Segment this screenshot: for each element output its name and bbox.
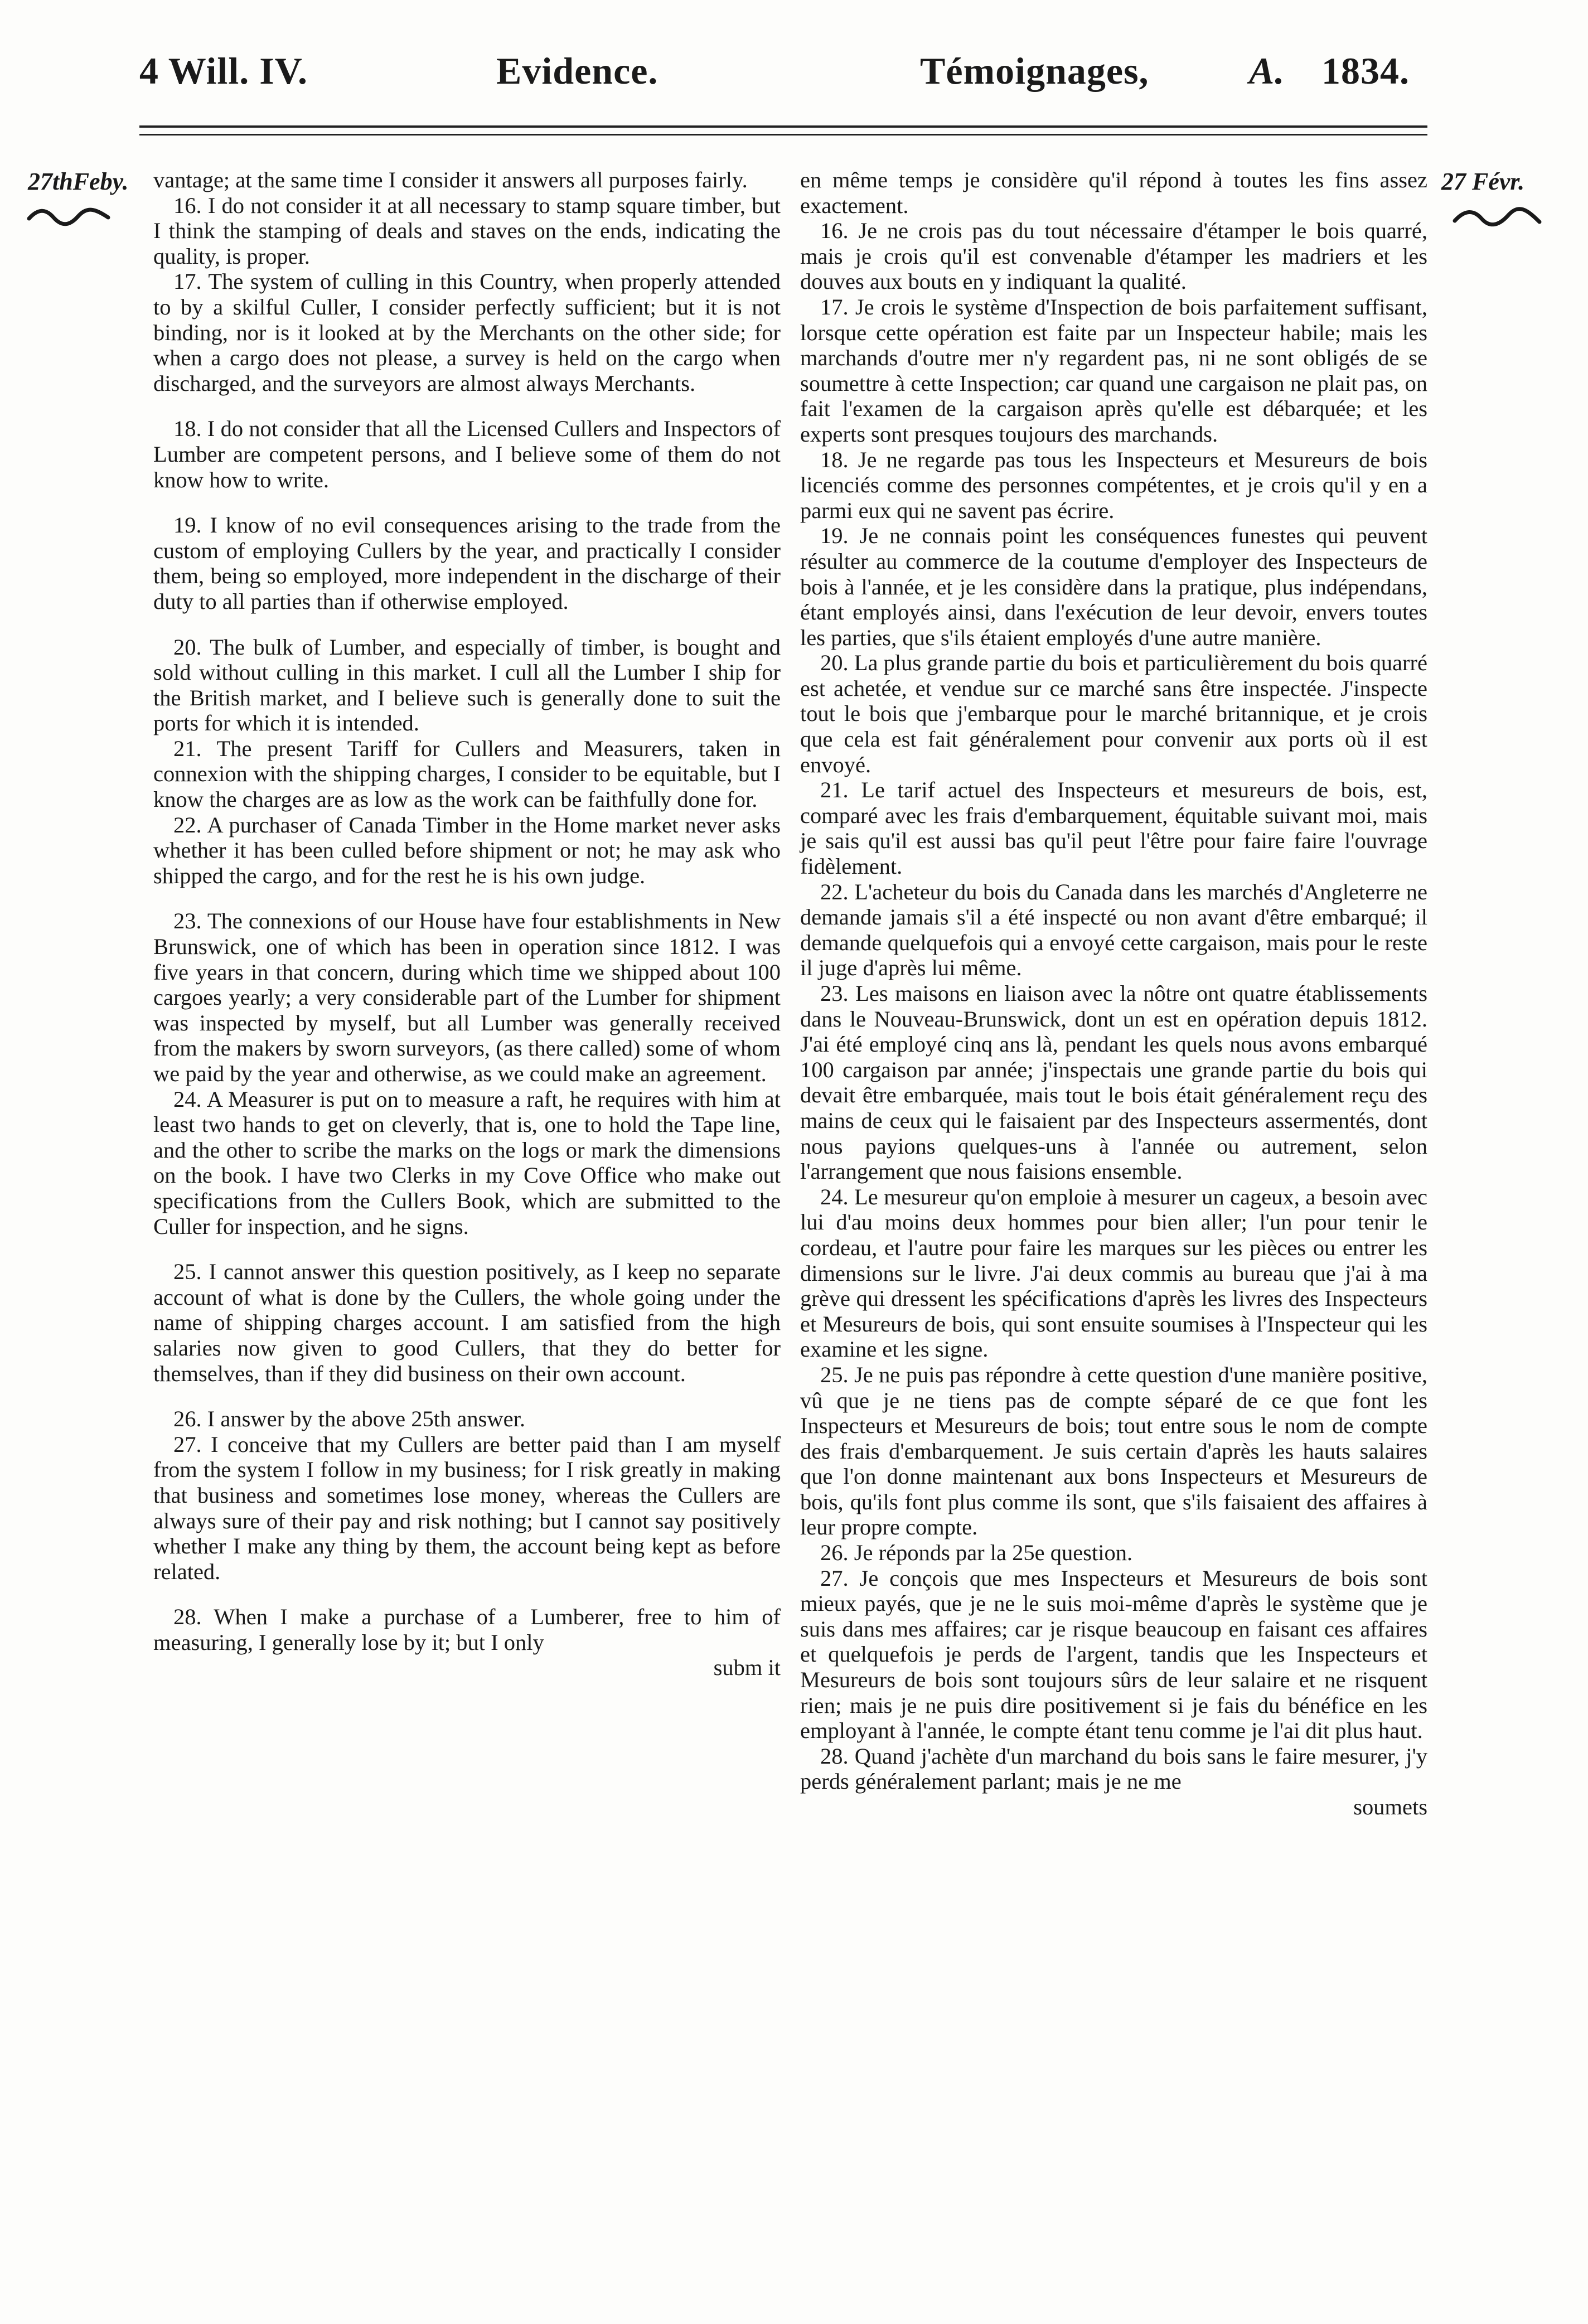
english-paragraph: 24. A Measurer is put on to measure a raft, he requires with him at least two hands to get on cleverly, that is, one to hold the Tape line, and the other to scribe the marks on the logs or mark the dimensions on the book. I have two Clerks in my Cove Office who make out specifications from the Cullers Book, which are submitted to the Culler for inspection, and he signs.: [153, 1086, 781, 1239]
header-year: 1834.: [1321, 50, 1410, 92]
french-paragraph: en même temps je considère qu'il répond à toutes les fins assez exactement.: [800, 167, 1427, 218]
margin-date-left: 27thFeby.: [28, 168, 129, 195]
english-paragraph: 19. I know of no evil consequences arising to the trade from the custom of employing Cullers by the year, and practically I consider them, being so employed, more independent in the discharge of their duty to all parties than if otherwise employed.: [153, 512, 781, 614]
english-paragraph: 22. A purchaser of Canada Timber in the Home market never asks whether it has been culled before shipment or not; he may ask who shipped the cargo, and for the rest he is his own judge.: [153, 812, 781, 888]
english-paragraph: 23. The connexions of our House have four establishments in New Brunswick, one of which has been in operation since 1812. I was five years in that concern, during which time we shipped about 100 cargoes yearly; a very considerable part of the Lumber for shipment was inspected by myself, but all Lumber was generally received from the makers by sworn surveyors, (as there called) some of whom we paid by the year and otherwise, as we could make an agreement.: [153, 908, 781, 1086]
english-paragraph: 17. The system of culling in this Country, when properly attended to by a skilful Culler, I consider perfectly sufficient; but it is not binding, nor is it looked at by the Merchants on the other side; for when a cargo does not please, a survey is held on the cargo when discharged, and the surveyors are almost always Merchants.: [153, 269, 781, 396]
french-paragraph: 18. Je ne regarde pas tous les Inspecteurs et Mesureurs de bois licenciés comme des personnes compétentes, et je crois qu'il y en a parmi eux qui ne savent pas écrire.: [800, 447, 1427, 523]
english-paragraph: vantage; at the same time I consider it answers all purposes fairly.: [153, 167, 748, 192]
header-regnal-year: 4 Will. IV.: [139, 50, 308, 92]
french-column: [800, 167, 1427, 1820]
english-catchword: subm it: [713, 1655, 781, 1681]
french-paragraph: 26. Je réponds par la 25e question.: [820, 1540, 1133, 1566]
english-paragraph: 25. I cannot answer this question positively, as I keep no separate account of what is done by the Cullers, the whole going under the name of shipping charges account. I am satisfied from the high salaries now given to good Cullers, that they do better for themselves, than if they did business on their own account.: [153, 1259, 781, 1386]
french-paragraph: 27. Je conçois que mes Inspecteurs et Mesureurs de bois sont mieux payés, que je ne le suis moi-même d'après le système que je suis dans mes affaires; car je risque beaucoup en faisant ces affaires et quelquefois je perds de l'argent, tandis que les Inspecteurs et Mesureurs de bois sont toujours sûrs de leur salaire et ne risquent rien; mais je ne puis dire positivement si je fais du bénéfice en les employant à l'année, le compte étant tenu comme je l'ai dit plus haut.: [800, 1565, 1427, 1744]
english-paragraph: 28. When I make a purchase of a Lumberer, free to him of measuring, I generally lose by it; but I only: [153, 1604, 781, 1655]
header-evidence: Evidence.: [496, 50, 659, 92]
french-paragraph: 28. Quand j'achète d'un marchand du bois sans le faire mesurer, j'y perds généralement parlant; mais je ne me: [800, 1743, 1427, 1794]
header-appendix: A.: [1249, 50, 1285, 92]
french-paragraph: 25. Je ne puis pas répondre à cette question d'une manière positive, vû que je ne tiens pas de compte séparé de ce que font les Inspecteurs et Mesureurs de bois; tout entre sous le nom de compte des frais d'embarquement. Je suis certain d'après les hauts salaires que l'on donne maintenant aux bons Inspecteurs et Mesureurs de bois, qu'ils font plus comme ils sont, que s'ils faisaient des affaires à leur propre compte.: [800, 1362, 1427, 1540]
french-paragraph: 20. La plus grande partie du bois et particulièrement du bois quarré est achetée, et vendue sur ce marché sans être inspectée. J'inspecte tout le bois que j'embarque pour le marché britannique, et je crois que cela est fait généralement pour convenir aux ports où il est envoyé.: [800, 650, 1427, 777]
french-paragraph: 24. Le mesureur qu'on emploie à mesurer un cageux, a besoin avec lui d'au moins deux hommes pour bien aller; l'un pour tenir le cordeau, et l'autre pour faire les marques sur les pièces ou entrer les dimensions sur le livre. J'ai deux commis au bureau que j'ai à ma grève qui dressent les spécifications d'après les livres des Inspecteurs et Mesureurs de bois, qui sont ensuite soumises à l'Inspecteur qui les examine et les signe.: [800, 1184, 1427, 1362]
french-paragraph: 23. Les maisons en liaison avec la nôtre ont quatre établissements dans le Nouveau-Brunswick, dont un est en opération depuis 1812. J'ai été employé cinq ans là, pendant les quels nous avons embarqué 100 cargaison par année; j'inspectais une grande partie du bois qui devait être embarquée, mais tout le bois était généralement reçu des mains de ceux qui le faisaient par des Inspecteurs assermentés, dont nous payions quelques-uns à l'année ou autrement, selon l'arrangement que nous faisions ensemble.: [800, 981, 1427, 1184]
english-paragraph: 16. I do not consider it at all necessary to stamp square timber, but I think the stamping of deals and staves on the ends, indicating the quality, is proper.: [153, 192, 781, 269]
french-paragraph: 22. L'acheteur du bois du Canada dans les marchés d'Angleterre ne demande jamais s'il a été inspecté ou non avant d'être embarqué; il demande quelquefois qui a envoyé cette cargaison, mais pour le reste il juge d'après lui même.: [800, 879, 1427, 981]
header-rule-bottom: [139, 134, 1427, 135]
english-paragraph: 26. I answer by the above 25th answer.: [173, 1406, 525, 1432]
english-paragraph: 21. The present Tariff for Cullers and Measurers, taken in connexion with the shipping charges, I consider to be equitable, but I know the charges are as low as the work can be faithfully done for.: [153, 735, 781, 812]
english-paragraph: 18. I do not consider that all the Licensed Cullers and Inspectors of Lumber are competent persons, and I believe some of them do not know how to write.: [153, 416, 781, 492]
squiggle-left-icon: [27, 205, 110, 227]
english-column: [153, 167, 781, 1681]
page-header: [139, 43, 1427, 105]
french-paragraph: 17. Je crois le système d'Inspection de bois parfaitement suffisant, lorsque cette opération est faite par un Inspecteur habile; mais les marchands d'outre mer n'y regardent pas, ni ne sont obligés de se soumettre à cette Inspection; car quand une cargaison ne plait pas, on fait l'examen de la cargaison après qu'elle est débarquée; et les experts sont presques toujours des marchands.: [800, 294, 1427, 447]
english-paragraph: 20. The bulk of Lumber, and especially of timber, is bought and sold without culling in this market. I cull all the Lumber I ship for the British market, and I believe such is generally done to suit the ports for which it is intended.: [153, 634, 781, 736]
squiggle-right-icon: [1453, 205, 1542, 227]
french-paragraph: 16. Je ne crois pas du tout nécessaire d'étamper le bois quarré, mais je crois qu'il est convenable d'étamper les madriers et les douves aux bouts en y indiquant la qualité.: [800, 218, 1427, 294]
header-rule-top: [139, 125, 1427, 128]
english-paragraph: 27. I conceive that my Cullers are better paid than I am myself from the system I follow in my business; for I risk greatly in making that business and sometimes lose money, whereas the Cullers are always sure of their pay and risk nothing; but I cannot say positively whether I make any thing by them, the account being kept as before related.: [153, 1431, 781, 1584]
header-temoignages: Témoignages,: [920, 50, 1149, 92]
french-paragraph: 21. Le tarif actuel des Inspecteurs et mesureurs de bois, est, comparé avec les frais d'embarquement, équitable suivant moi, mais je sais qu'il est aussi bas qu'il peut l'être pour faire faire l'ouvrage fidèlement.: [800, 777, 1427, 879]
margin-date-right: 27 Févr.: [1441, 168, 1525, 195]
french-paragraph: 19. Je ne connais point les conséquences funestes qui peuvent résulter au commerce de la coutume d'employer des Inspecteurs de bois à l'année, et je les considère dans la pratique, plus indépendans, étant employés ainsi, dans l'exécution de leur devoir, envers toutes les parties, que s'ils étaient employés d'une autre manière.: [800, 523, 1427, 650]
french-catchword: soumets: [1353, 1794, 1427, 1819]
